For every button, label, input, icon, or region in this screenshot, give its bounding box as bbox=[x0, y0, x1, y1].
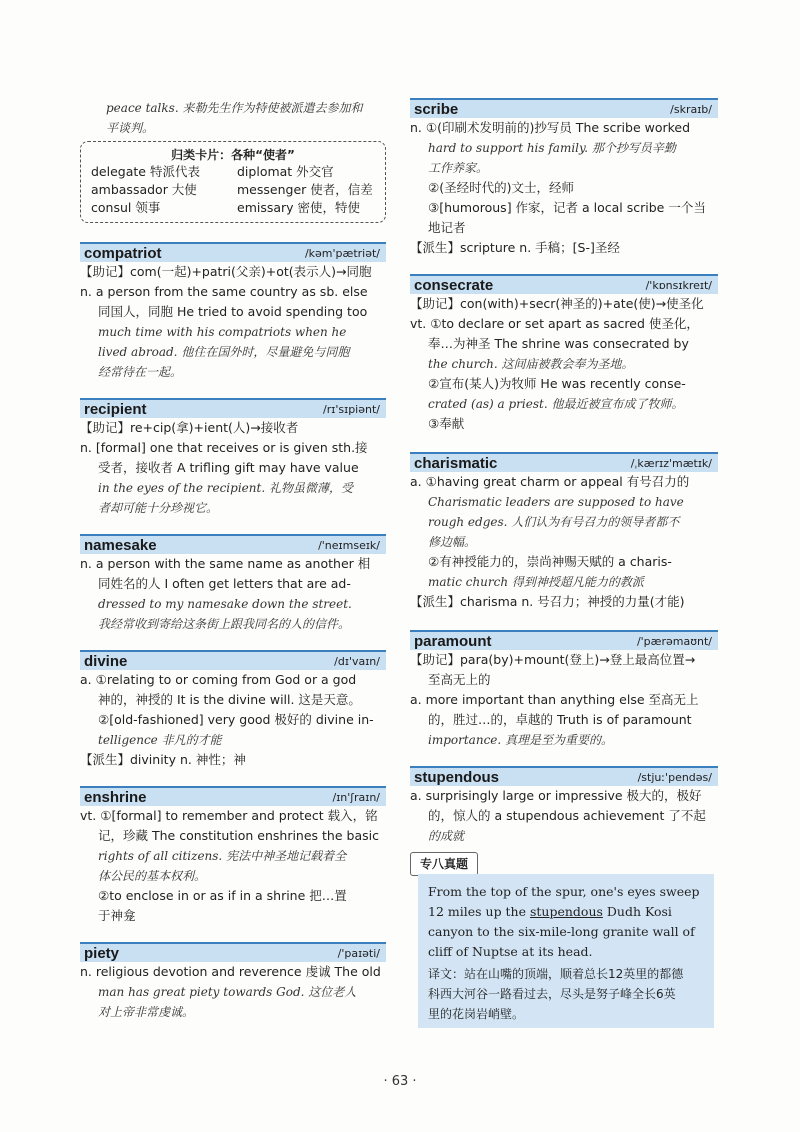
example-line: telligence 非凡的才能 bbox=[98, 733, 222, 747]
exam-zh-line: 科西大河谷一路看过去，尽头是努子峰全长6英 bbox=[428, 987, 676, 1001]
definition-line: 地记者 bbox=[428, 220, 466, 235]
example-line: 经常待在一起。 bbox=[98, 365, 183, 379]
exam-line bbox=[428, 902, 704, 922]
definition-line: ②[old-fashioned] very good 极好的 divine in- bbox=[98, 712, 374, 727]
phonetic: /'pærəmaʊnt/ bbox=[636, 634, 712, 648]
exam-line: From the top of the spur, one's eyes sweep bbox=[428, 884, 700, 899]
phonetic: /rɪ'sɪpiənt/ bbox=[323, 402, 380, 416]
category-item: emissary 密使，特使 bbox=[237, 200, 361, 215]
headword: consecrate bbox=[414, 276, 494, 294]
definition-line: 的，胜过…的，卓越的 Truth is of paramount bbox=[428, 712, 692, 727]
phonetic: /dɪ'vaɪn/ bbox=[334, 654, 380, 668]
example-line: 工作养家。 bbox=[428, 161, 489, 175]
phonetic: /ˌkærɪz'mætɪk/ bbox=[630, 456, 712, 470]
mnemonic-line: 【助记】re+cip(拿)+ient(人)→接收者 bbox=[80, 420, 299, 435]
definition-line: n. religious devotion and reverence 虔诚 The old bbox=[80, 964, 381, 979]
example-line: matic church 得到神授超凡能力的教派 bbox=[428, 575, 644, 589]
category-card-title: 归类卡片：各种“使者” bbox=[171, 148, 295, 162]
definition-line: vt. ①[formal] to remember and protect 载入，铭 bbox=[80, 808, 378, 823]
derivative-line: 【派生】divinity n. 神性；神 bbox=[80, 752, 246, 767]
headword: stupendous bbox=[414, 768, 499, 786]
headword-bar bbox=[80, 650, 386, 670]
headword-bar bbox=[80, 242, 386, 262]
definition-line: ③奉献 bbox=[428, 416, 465, 431]
derivative-line: 【派生】charisma n. 号召力；神授的力量(才能) bbox=[410, 594, 685, 609]
headword: piety bbox=[84, 944, 120, 962]
example-line: 体公民的基本权利。 bbox=[98, 869, 207, 883]
category-item: diplomat 外交官 bbox=[237, 164, 334, 179]
headword-bar bbox=[410, 766, 718, 786]
headword: scribe bbox=[414, 100, 459, 118]
headword: divine bbox=[84, 652, 128, 670]
definition-line: a. more important than anything else 至高无上 bbox=[410, 692, 699, 707]
derivative-line: 【派生】scripture n. 手稿；[S-]圣经 bbox=[410, 240, 620, 255]
definition-line: 同姓名的人 I often get letters that are ad- bbox=[98, 576, 351, 591]
exam-english bbox=[428, 882, 704, 962]
exam-highlight-word: stupendous bbox=[529, 904, 603, 919]
example-line: in the eyes of the recipient. 礼物虽微薄，受 bbox=[98, 481, 353, 495]
exam-fragment: 12 miles up the bbox=[428, 904, 530, 919]
example-line: much time with his compatriots when he bbox=[98, 325, 347, 339]
entry-divine bbox=[80, 650, 386, 770]
entry-paramount bbox=[410, 630, 718, 750]
definition-line: n. [formal] one that receives or is given sth.接 bbox=[80, 440, 368, 455]
headword-bar bbox=[80, 534, 386, 554]
mnemonic-line: 【助记】con(with)+secr(神圣的)+ate(使)→使圣化 bbox=[410, 296, 704, 311]
definition-line: a. surprisingly large or impressive 极大的，极好 bbox=[410, 788, 702, 803]
exam-zh-line: 译文：站在山嘴的顶端，顺着总长12英里的都德 bbox=[428, 967, 684, 981]
entry-stupendous bbox=[410, 766, 718, 846]
example-line: Charismatic leaders are supposed to have bbox=[428, 495, 684, 509]
exam-fragment: Dudh Kosi bbox=[602, 904, 672, 919]
category-item: consul 领事 bbox=[91, 200, 161, 215]
entry-enshrine bbox=[80, 786, 386, 926]
entry-namesake bbox=[80, 534, 386, 634]
definition-line: ②宣布(某人)为牧师 He was recently conse- bbox=[428, 376, 686, 391]
example-line: 者却可能十分珍视它。 bbox=[98, 501, 219, 515]
example-line: 我经常收到寄给这条街上跟我同名的人的信件。 bbox=[98, 617, 351, 631]
exam-line: cliff of Nuptse at its head. bbox=[428, 944, 593, 959]
definition-line: a. ①relating to or coming from God or a god bbox=[80, 672, 357, 687]
exam-tag: 专八真题 bbox=[410, 852, 478, 876]
phonetic: /skraɪb/ bbox=[670, 102, 712, 116]
example-line: the church. 这间庙被教会奉为圣地。 bbox=[428, 357, 634, 371]
phonetic: /ɪn'ʃraɪn/ bbox=[332, 790, 380, 804]
headword-bar bbox=[410, 452, 718, 472]
definition-line: n. ①(印刷术发明前的)抄写员 The scribe worked bbox=[410, 120, 691, 135]
definition-line: 记，珍藏 The constitution enshrines the basic bbox=[98, 828, 379, 843]
headword-bar bbox=[410, 274, 718, 294]
headword-bar bbox=[410, 98, 718, 118]
phonetic: /kəm'pætriət/ bbox=[304, 246, 380, 260]
example-line: rough edges. 人们认为有号召力的领导者都不 bbox=[428, 515, 680, 529]
entry-charismatic bbox=[410, 452, 718, 612]
exam-zh-line: 里的花岗岩峭壁。 bbox=[428, 1007, 525, 1021]
headword-bar bbox=[80, 786, 386, 806]
mnemonic-line: 【助记】para(by)+mount(登上)→登上最高位置→ bbox=[410, 652, 696, 667]
example-line: importance. 真理是至为重要的。 bbox=[428, 733, 614, 747]
example-line: crated (as) a priest. 他最近被宣布成了牧师。 bbox=[428, 397, 684, 411]
continuation-line: 平谈判。 bbox=[106, 121, 155, 135]
continuation-text bbox=[106, 98, 388, 138]
mnemonic-line: 至高无上的 bbox=[428, 672, 491, 687]
definition-line: ②to enclose in or as if in a shrine 把…置 bbox=[98, 888, 347, 903]
entry-scribe bbox=[410, 98, 718, 258]
phonetic: /stjuː'pendəs/ bbox=[637, 770, 712, 784]
definition-line: ②(圣经时代的)文士，经师 bbox=[428, 180, 574, 195]
exam-translation bbox=[428, 964, 704, 1024]
exam-line: canyon to the six-mile-long granite wall of bbox=[428, 924, 695, 939]
entry-recipient bbox=[80, 398, 386, 518]
headword: compatriot bbox=[84, 244, 162, 262]
headword: charismatic bbox=[414, 454, 498, 472]
definition-line: 于神龛 bbox=[98, 908, 136, 923]
continuation-line: peace talks. 来勒先生作为特使被派遣去参加和 bbox=[106, 101, 363, 115]
definition-line: a. ①having great charm or appeal 有号召力的 bbox=[410, 474, 690, 489]
category-item: delegate 特派代表 bbox=[91, 164, 200, 179]
definition-line: 同国人，同胞 He tried to avoid spending too bbox=[98, 304, 368, 319]
category-item: messenger 使者，信差 bbox=[237, 182, 373, 197]
phonetic: /'paɪəti/ bbox=[337, 946, 380, 960]
headword-bar bbox=[80, 398, 386, 418]
entry-consecrate bbox=[410, 274, 718, 434]
definition-line: 奉…为神圣 The shrine was consecrated by bbox=[428, 336, 689, 351]
category-card bbox=[80, 141, 386, 223]
definition-line: n. a person from the same country as sb. else bbox=[80, 284, 368, 299]
mnemonic-line: 【助记】com(一起)+patri(父亲)+ot(表示人)→同胞 bbox=[80, 264, 372, 279]
headword: namesake bbox=[84, 536, 157, 554]
definition-line: n. a person with the same name as another 相 bbox=[80, 556, 371, 571]
definition-line: vt. ①to declare or set apart as sacred 使圣化， bbox=[410, 316, 699, 331]
entry-compatriot bbox=[80, 242, 386, 382]
entry-piety bbox=[80, 942, 386, 1022]
headword-bar bbox=[410, 630, 718, 650]
headword: enshrine bbox=[84, 788, 147, 806]
definition-line: 的，惊人的 a stupendous achievement 了不起 bbox=[428, 808, 706, 823]
headword-bar bbox=[80, 942, 386, 962]
example-line: man has great piety towards God. 这位老人 bbox=[98, 985, 357, 999]
category-item: ambassador 大使 bbox=[91, 182, 197, 197]
phonetic: /'kɒnsɪkreɪt/ bbox=[645, 278, 712, 292]
example-line: dressed to my namesake down the street. bbox=[98, 597, 352, 611]
definition-line: ③[humorous] 作家，记者 a local scribe 一个当 bbox=[428, 200, 706, 215]
example-line: hard to support his family. 那个抄写员辛勤 bbox=[428, 141, 676, 155]
exam-box bbox=[418, 874, 714, 1028]
definition-line: 受者，接收者 A trifling gift may have value bbox=[98, 460, 359, 475]
definition-line: ②有神授能力的，崇尚神赐天赋的 a charis- bbox=[428, 554, 672, 569]
page-number: · 63 · bbox=[383, 1074, 417, 1089]
example-line: 修边幅。 bbox=[428, 535, 477, 549]
headword: recipient bbox=[84, 400, 147, 418]
headword: paramount bbox=[414, 632, 492, 650]
example-line: 对上帝非常虔诚。 bbox=[98, 1005, 195, 1019]
example-line: 的成就 bbox=[428, 829, 465, 843]
definition-line: 神的，神授的 It is the divine will. 这是天意。 bbox=[98, 692, 361, 707]
example-line: rights of all citizens. 宪法中神圣地记载着全 bbox=[98, 849, 347, 863]
example-line: lived abroad. 他住在国外时，尽量避免与同胞 bbox=[98, 345, 350, 359]
phonetic: /'neɪmseɪk/ bbox=[318, 538, 380, 552]
